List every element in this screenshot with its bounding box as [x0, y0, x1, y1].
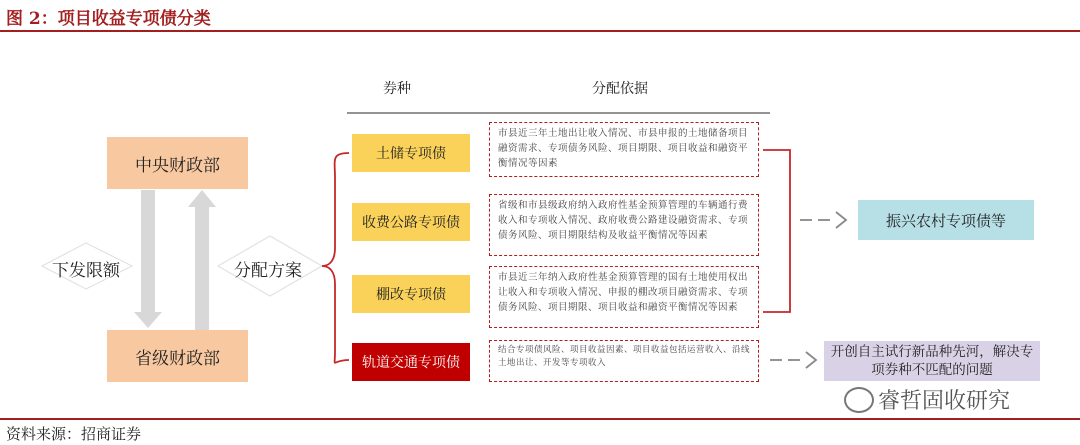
bond-type-land-reserve: [352, 134, 470, 172]
source-note: 资料来源：招商证券: [6, 425, 142, 443]
header-type: 券种: [383, 81, 411, 97]
outcome-new-variety: [824, 341, 1040, 381]
dashed-arrow-1: [800, 212, 846, 228]
bond-type-rail-transit: [352, 343, 470, 381]
dashed-arrow-2: [770, 352, 816, 368]
bond-type-label: 轨道交通专项债: [362, 355, 460, 371]
bond-type-label: 收费公路专项债: [362, 215, 460, 231]
central-finance-box: [107, 137, 248, 189]
bond-type-toll-road: [352, 203, 470, 241]
basis-land-reserve: 市县近三年土地出让收入情况、市县申报的土地储备项目融资需求、专项债务风险、项目期限、项目收益和融资平衡情况等因素: [489, 122, 759, 177]
watermark-label: 睿哲固收研究: [878, 389, 1011, 414]
bond-type-label: 土储专项债: [376, 146, 446, 162]
allocation-plan-label: 分配方案: [234, 261, 302, 281]
outcome-1-label: 振兴农村专项债等: [885, 211, 1006, 230]
issue-limit-label: 下发限额: [52, 261, 120, 281]
left-brace: [322, 153, 349, 363]
provincial-finance-label: 省级财政部: [135, 348, 220, 369]
footer-divider: [0, 418, 1080, 420]
basis-toll-road: 省级和市县级政府纳入政府性基金预算管理的车辆通行费收入和专项收入情况、政府收费公路建设融资需求、专项债务风险、项目期限结构及收益平衡情况等因素: [489, 194, 759, 256]
wechat-icon: [844, 387, 874, 413]
up-arrow: [188, 190, 216, 331]
central-finance-label: 中央财政部: [135, 155, 220, 176]
provincial-finance-box: [107, 330, 248, 382]
down-arrow: [134, 190, 162, 328]
basis-shantytown: 市县近三年纳入政府性基金预算管理的国有土地使用权出让收入和专项收入情况、申报的棚改项目融资需求、专项债务风险、项目期限、项目收益和融资平衡情况等因素: [489, 266, 759, 328]
header-basis: 分配依据: [592, 81, 648, 97]
bond-type-shantytown: [352, 275, 470, 313]
basis-rail-transit: 结合专项债风险、项目收益因素、项目收益包括运营收入、沿线土地出让、开发等专项收入: [489, 340, 759, 382]
figure-title: 图 2：项目收益专项债分类: [6, 9, 211, 29]
right-bracket: [763, 150, 790, 312]
outcome-2-label: 开创自主试行新品种先河，解决专项券种不匹配的问题: [830, 344, 1034, 378]
watermark: [844, 384, 1010, 415]
outcome-rural-revitalization: [858, 200, 1034, 240]
bond-type-label: 棚改专项债: [376, 287, 446, 303]
